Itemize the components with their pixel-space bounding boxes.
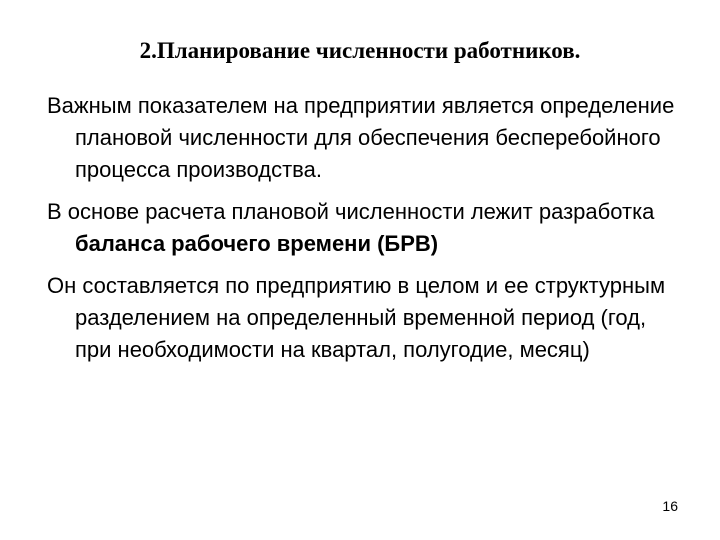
paragraph-2-text: В основе расчета плановой численности лежит разработка	[47, 199, 655, 224]
paragraph-1: Важным показателем на предприятии является определение плановой численности для обеспечения бесперебойного процесса производства.	[47, 93, 675, 182]
paragraph-2-bold-term: баланса рабочего времени (БРВ)	[75, 231, 439, 256]
slide-body	[47, 90, 687, 376]
paragraph-3: Он составляется по предприятию в целом и ее структурным разделением на определенный временной период (год, при необходимости на квартал, полугодие, месяц)	[47, 273, 666, 362]
page-number: 16	[662, 498, 678, 514]
paragraph-2	[47, 196, 687, 260]
slide-title: 2.Планирование численности работников.	[139, 38, 581, 63]
